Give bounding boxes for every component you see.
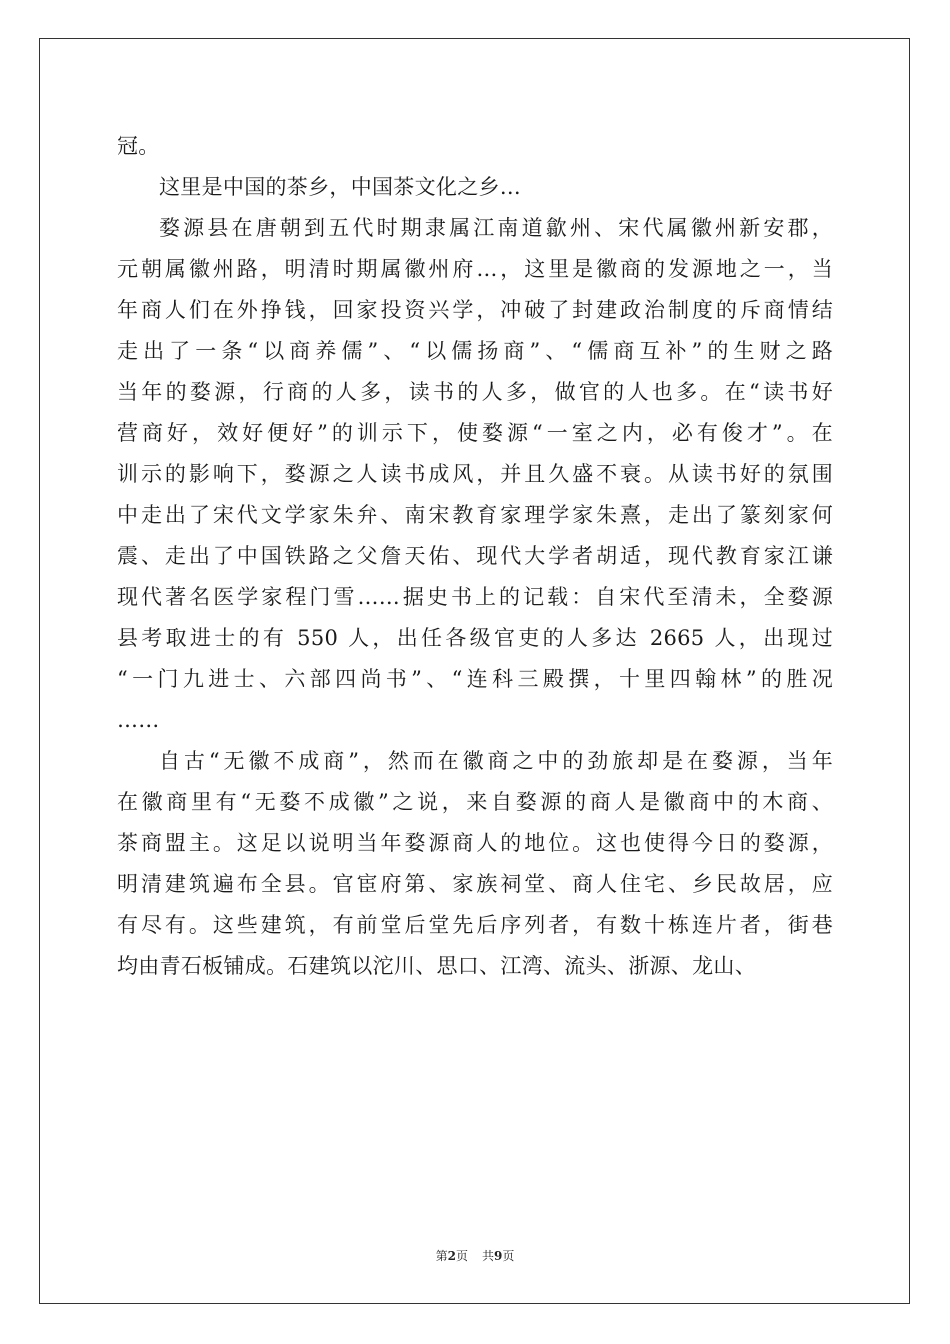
text-line: 营商好，效好便好”的训示下，使婺源“一室之内，必有俊才”。在 xyxy=(117,421,833,445)
text-line: 县考取进士的有 550 人，出任各级官吏的人多达 2665 人，出现过 xyxy=(117,626,833,650)
text-line: 均由青石板铺成。石建筑以沱川、思口、江湾、流头、浙源、龙山、 xyxy=(117,954,756,978)
paragraph xyxy=(117,208,833,741)
document-body xyxy=(117,126,833,987)
paragraph xyxy=(117,741,833,987)
text-line: 现代著名医学家程门雪……据史书上的记载：自宋代至清未，全婺源 xyxy=(117,585,833,609)
text-line: 有尽有。这些建筑，有前堂后堂先后序列者，有数十栋连片者，街巷 xyxy=(117,913,833,937)
text-line: “一门九进士、六部四尚书”、“连科三殿撰，十里四翰林”的胜况 xyxy=(117,667,833,691)
text-line: 婺源县在唐朝到五代时期隶属江南道歙州、宋代属徽州新安郡， xyxy=(159,216,833,240)
text-line: 冠。 xyxy=(117,134,160,158)
page-footer xyxy=(0,1247,950,1264)
total-pages: 9 xyxy=(494,1249,503,1263)
text-line: 自古“无徽不成商”，然而在徽商之中的劲旅却是在婺源，当年 xyxy=(159,749,833,773)
page-number: 2 xyxy=(447,1249,456,1263)
page-prefix: 第 xyxy=(435,1249,448,1263)
text-line: 震、走出了中国铁路之父詹天佑、现代大学者胡适，现代教育家江谦 xyxy=(117,544,833,568)
text-line: 这里是中国的茶乡，中国茶文化之乡… xyxy=(159,175,522,199)
text-line: 走出了一条“以商养儒”、“以儒扬商”、“儒商互补”的生财之路 xyxy=(117,339,833,363)
total-suffix: 页 xyxy=(502,1249,515,1263)
text-line: 茶商盟主。这足以说明当年婺源商人的地位。这也使得今日的婺源， xyxy=(117,831,833,855)
paragraph xyxy=(117,167,833,208)
text-line: 在徽商里有“无婺不成徽”之说，来自婺源的商人是徽商中的木商、 xyxy=(117,790,833,814)
total-prefix: 共 xyxy=(482,1249,495,1263)
text-line: 年商人们在外挣钱，回家投资兴学，冲破了封建政治制度的斥商情结 xyxy=(117,298,833,322)
text-line: 训示的影响下，婺源之人读书成风，并且久盛不衰。从读书好的氛围 xyxy=(117,462,833,486)
text-line: 明清建筑遍布全县。官宦府第、家族祠堂、商人住宅、乡民故居，应 xyxy=(117,872,833,896)
text-line: 中走出了宋代文学家朱弁、南宋教育家理学家朱熹，走出了篆刻家何 xyxy=(117,503,833,527)
page-suffix: 页 xyxy=(455,1249,468,1263)
text-line: 元朝属徽州路，明清时期属徽州府…，这里是徽商的发源地之一，当 xyxy=(117,257,833,281)
paragraph xyxy=(117,126,833,167)
text-line: 当年的婺源，行商的人多，读书的人多，做官的人也多。在“读书好 xyxy=(117,380,833,404)
text-line: …… xyxy=(117,708,160,732)
